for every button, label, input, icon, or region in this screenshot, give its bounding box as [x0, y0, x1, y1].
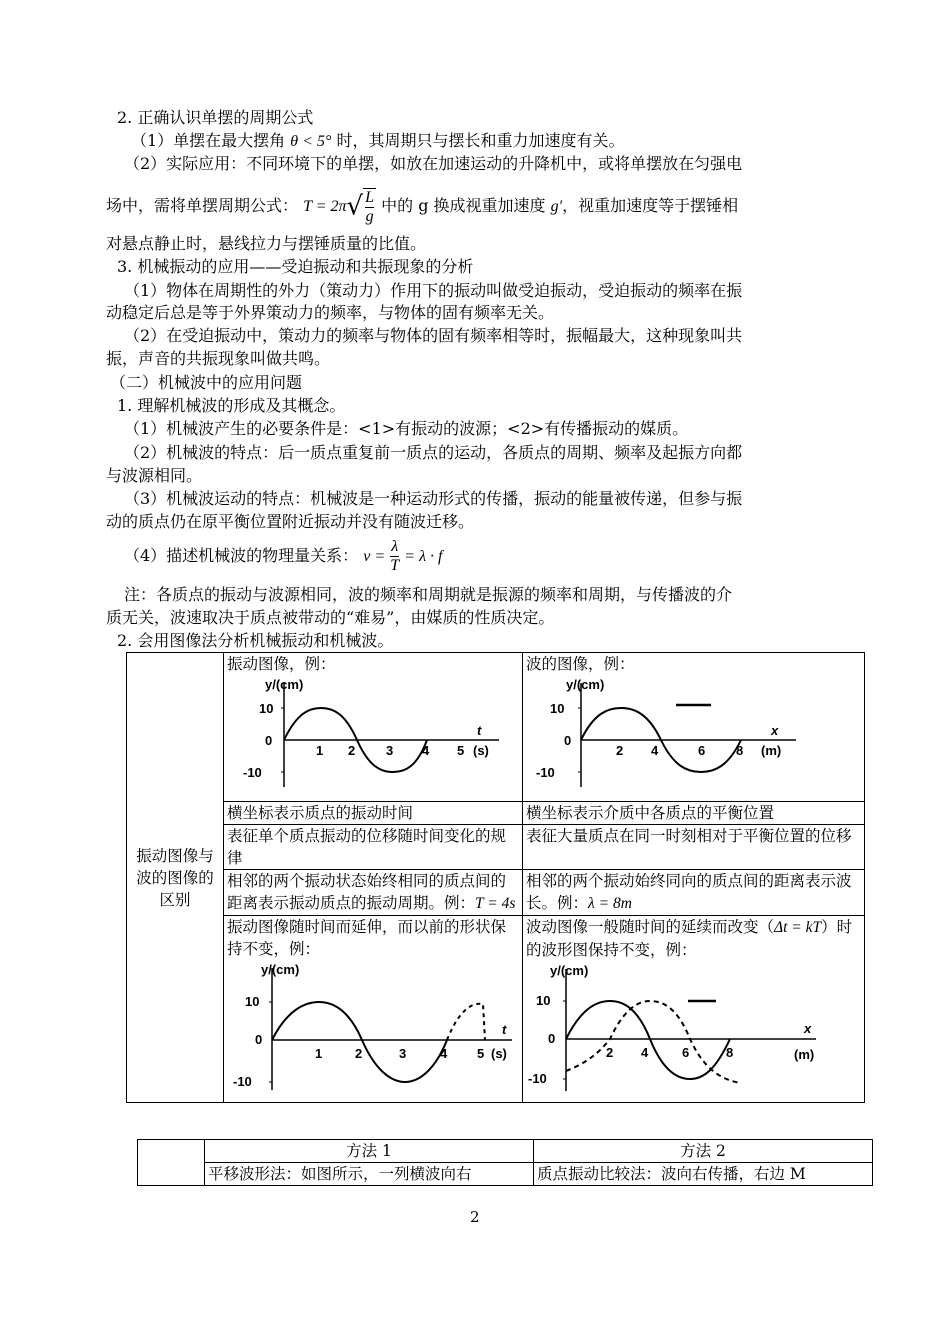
- tick-label: 3: [386, 743, 394, 758]
- formula: = λ · f: [404, 548, 443, 565]
- tick-label: 6: [682, 1045, 690, 1060]
- tick-label: 10: [536, 993, 551, 1008]
- text: （4）描述机械波的物理量关系：: [124, 546, 359, 565]
- tick-label: 2: [616, 743, 624, 758]
- paragraph: [124, 536, 442, 577]
- x-axis-unit: (s): [473, 743, 489, 758]
- vibration-graph-cell: [224, 653, 523, 802]
- text: 场中，需将单摆周期公式：: [106, 196, 299, 215]
- x-axis-unit: (m): [761, 743, 782, 758]
- fraction: $\frac{\lambda}{T}$: [390, 538, 400, 574]
- table-cell: 相邻的两个振动状态始终相同的质点间的距离表示振动质点的振动周期。例：T = 4s: [224, 870, 523, 916]
- tick-label: -10: [243, 765, 262, 780]
- table-cell: [138, 1140, 205, 1186]
- cell-text: 波动图像一般随时间的延续而改变（Δt = kT）时的波形图保持不变，例：: [526, 918, 853, 959]
- sqrt-symbol: √: [346, 191, 364, 222]
- table-cell: [224, 916, 523, 1103]
- paragraph: （2）在受迫振动中，策动力的频率与物体的固有频率相等时，振幅最大，这种现象叫共: [124, 326, 743, 345]
- y-axis-label: y/(cm): [550, 963, 589, 978]
- tick-label: 0: [548, 1031, 556, 1046]
- text: 中的 g 换成视重加速度: [381, 196, 546, 215]
- table-cell: 相邻的两个振动始终同向的质点间的距离表示波长。例：λ = 8m: [523, 870, 865, 916]
- tick-label: 0: [265, 733, 273, 748]
- tick-label: 2: [606, 1045, 614, 1060]
- vibration-extended-graph: [227, 960, 517, 1095]
- tick-label: -10: [536, 765, 555, 780]
- tick-label: -10: [528, 1071, 547, 1086]
- tick-label: 4: [641, 1045, 649, 1060]
- comparison-table: [126, 652, 865, 1103]
- table-cell: 平移波形法：如图所示，一列横波向右: [205, 1163, 534, 1186]
- section-heading: 2. 会用图像法分析机械振动和机械波。: [117, 631, 394, 650]
- text: ，视重加速度等于摆锤相: [562, 196, 739, 215]
- vibration-graph: [227, 675, 517, 795]
- wave-extended-graph: [526, 961, 856, 1096]
- formula: θ < 5°: [290, 133, 332, 150]
- paragraph: 注：各质点的振动与波源相同，波的频率和周期就是振源的频率和周期，与传播波的介: [124, 585, 733, 604]
- paragraph: 质无关，波速取决于质点被带动的“难易”，由媒质的性质决定。: [106, 608, 555, 627]
- table-cell: 质点振动比较法：波向右传播，右边 M: [534, 1163, 873, 1186]
- method-header: 方法 2: [534, 1140, 873, 1163]
- row-header: 振动图像与波的图像的区别: [127, 653, 224, 1103]
- tick-label: 10: [245, 994, 260, 1009]
- paragraph: （1）物体在周期性的外力（策动力）作用下的振动叫做受迫振动，受迫振动的频率在振: [124, 281, 743, 300]
- sine-curve: [566, 1001, 730, 1079]
- tick-label: 4: [440, 1046, 448, 1061]
- paragraph: （3）机械波运动的特点：机械波是一种运动形式的传播，振动的能量被传递，但参与振: [124, 489, 743, 508]
- paragraph: 动的质点仍在原平衡位置附近振动并没有随波迁移。: [106, 512, 475, 531]
- paragraph: 振，声音的共振现象叫做共鸣。: [106, 349, 331, 368]
- tick-label: 2: [355, 1046, 363, 1061]
- table-cell: 表征大量质点在同一时刻相对于平衡位置的位移: [523, 825, 865, 870]
- cell-text: 振动图像随时间而延伸，而以前的形状保持不变，例：: [227, 918, 507, 958]
- dashed-curve: [566, 1001, 740, 1083]
- table-cell: 横坐标表示介质中各质点的平衡位置: [523, 802, 865, 825]
- y-axis-label: y/(cm): [265, 677, 304, 692]
- page-number: 2: [470, 1208, 480, 1226]
- x-axis-label: x: [804, 1021, 812, 1036]
- method-header: 方法 1: [205, 1140, 534, 1163]
- tick-label: 0: [564, 733, 572, 748]
- table-cell: 表征单个质点振动的位移随时间变化的规律: [224, 825, 523, 870]
- paragraph: 对悬点静止时，悬线拉力与摆锤质量的比值。: [106, 234, 427, 253]
- y-axis-label: y/(cm): [566, 677, 605, 692]
- tick-label: 1: [315, 1046, 323, 1061]
- section-heading: 1. 理解机械波的形成及其概念。: [117, 396, 346, 415]
- dashed-curve: [447, 1004, 485, 1040]
- tick-label: 2: [348, 743, 356, 758]
- tick-label: 8: [726, 1045, 734, 1060]
- wave-graph-cell: [523, 653, 865, 802]
- paragraph: （1）机械波产生的必要条件是：<1>有振动的波源；<2>有传播振动的媒质。: [124, 419, 689, 438]
- formula: v =: [363, 548, 386, 565]
- tick-label: 0: [255, 1032, 263, 1047]
- tick-label: 5: [457, 743, 465, 758]
- x-axis-label: t: [477, 723, 482, 738]
- formula: T = 2π: [303, 198, 347, 215]
- formula: g′: [550, 198, 563, 215]
- tick-label: 1: [316, 743, 324, 758]
- tick-label: 8: [736, 743, 744, 758]
- tick-label: 5: [477, 1046, 485, 1061]
- methods-table: [137, 1139, 873, 1186]
- paragraph: （2）机械波的特点：后一质点重复前一质点的运动，各质点的周期、频率及起振方向都: [124, 443, 743, 462]
- tick-label: 3: [399, 1046, 407, 1061]
- sine-curve: [272, 1002, 447, 1082]
- table-cell: [523, 916, 865, 1103]
- x-axis-unit: (s): [491, 1046, 507, 1061]
- paragraph: 动稳定后总是等于外界策动力的频率，与物体的固有频率无关。: [106, 303, 555, 322]
- cell-title: 振动图像，例：: [227, 655, 336, 673]
- text: 时，其周期只与摆长和重力加速度有关。: [336, 131, 625, 150]
- y-axis-label: y/(cm): [261, 962, 300, 977]
- cell-title: 波的图像，例：: [526, 655, 635, 673]
- paragraph: [131, 130, 624, 153]
- paragraph: （2）实际应用：不同环境下的单摆，如放在加速运动的升降机中，或将单摆放在匀强电: [124, 154, 743, 173]
- x-axis-unit: (m): [794, 1047, 815, 1062]
- tick-label: 4: [422, 743, 430, 758]
- paragraph: [106, 186, 738, 227]
- wave-graph: [526, 675, 856, 795]
- section-heading: 2. 正确认识单摆的周期公式: [117, 108, 314, 127]
- fraction: $\frac{L}{g}$: [365, 188, 375, 225]
- paragraph: 与波源相同。: [106, 466, 203, 485]
- tick-label: 6: [698, 743, 706, 758]
- section-heading: 3. 机械振动的应用——受迫振动和共振现象的分析: [117, 257, 474, 276]
- x-axis-label: t: [502, 1022, 507, 1037]
- table-cell: 横坐标表示质点的振动时间: [224, 802, 523, 825]
- tick-label: 4: [651, 743, 659, 758]
- tick-label: 10: [259, 701, 274, 716]
- tick-label: 10: [550, 701, 565, 716]
- section-heading: （二）机械波中的应用问题: [110, 373, 303, 392]
- x-axis-label: x: [771, 723, 779, 738]
- tick-label: -10: [233, 1074, 252, 1089]
- text: （1）单摆在最大摆角: [131, 131, 286, 150]
